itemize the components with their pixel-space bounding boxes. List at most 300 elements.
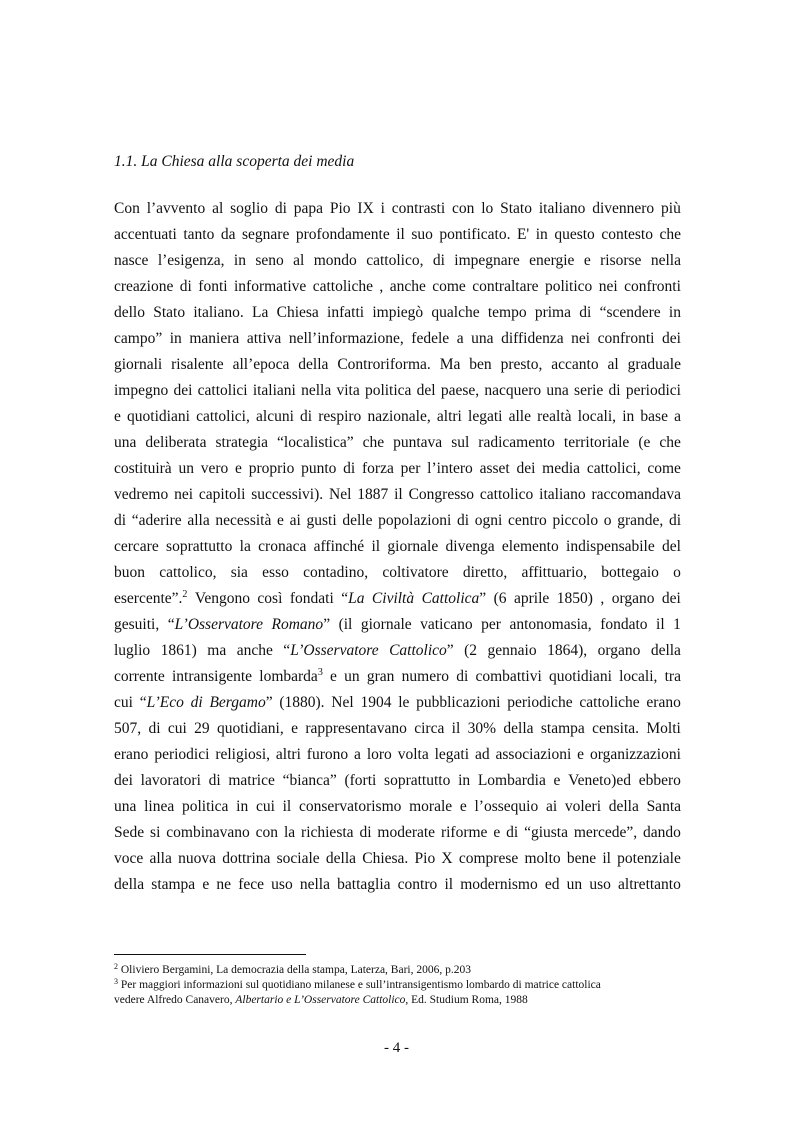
text-run: censita. xyxy=(592,720,640,737)
text-run: segnare xyxy=(242,226,290,243)
text-run: periodici xyxy=(625,382,681,399)
text-run: nella xyxy=(301,382,332,399)
word xyxy=(471,326,493,352)
word xyxy=(647,794,681,820)
word xyxy=(468,404,502,430)
word xyxy=(303,560,368,586)
text-run: 1904 xyxy=(360,694,392,711)
word xyxy=(178,846,216,872)
word xyxy=(392,196,445,222)
word xyxy=(114,326,162,352)
word xyxy=(389,638,454,664)
word xyxy=(114,222,177,248)
word xyxy=(209,768,221,794)
word xyxy=(367,664,395,690)
text-run: “bianca” xyxy=(282,772,337,789)
text-run: Per maggiori informazioni sul quotidiano milanese e sull’intransigentismo lombardo di matrice cattolica xyxy=(118,979,601,991)
word xyxy=(361,612,412,638)
word xyxy=(475,794,539,820)
italic-title: Romano xyxy=(271,616,324,633)
text-run: profondamente xyxy=(295,226,390,243)
text-run: (2 xyxy=(464,642,478,659)
text-run: qualche xyxy=(431,304,480,321)
text-run: al xyxy=(607,356,619,373)
word xyxy=(458,768,470,794)
word xyxy=(509,612,591,638)
text-run: il xyxy=(444,876,454,893)
word xyxy=(172,664,252,690)
word xyxy=(207,638,226,664)
word xyxy=(589,872,611,898)
word xyxy=(567,872,583,898)
text-run: del xyxy=(416,382,436,399)
word xyxy=(114,508,126,534)
word xyxy=(144,794,174,820)
text-run: popolazioni xyxy=(378,512,452,529)
word xyxy=(493,820,500,846)
word xyxy=(240,534,251,560)
word xyxy=(444,872,453,898)
text-run: furono xyxy=(306,746,349,763)
text-run: Chiesa. xyxy=(362,850,409,867)
word xyxy=(166,534,232,560)
word xyxy=(574,378,603,404)
word xyxy=(291,716,298,742)
text-run: il xyxy=(602,850,611,867)
text-run: territoriale xyxy=(563,434,630,451)
word xyxy=(441,820,487,846)
text-run: della xyxy=(114,876,145,893)
word xyxy=(414,716,444,742)
text-run: necessità xyxy=(215,512,272,529)
word xyxy=(484,378,541,404)
word xyxy=(149,846,171,872)
text-run: deliberata xyxy=(145,434,207,451)
text-run: 1 xyxy=(673,616,681,633)
text-run: Molti xyxy=(646,720,681,737)
word xyxy=(198,274,227,300)
word xyxy=(114,300,145,326)
word xyxy=(381,196,385,222)
word xyxy=(153,300,185,326)
text-run: un xyxy=(344,668,360,685)
text-run: soprattutto xyxy=(166,538,233,555)
section-heading: 1.1. La Chiesa alla scoperta dei media xyxy=(114,153,355,170)
word xyxy=(398,872,438,898)
word xyxy=(452,196,474,222)
word xyxy=(145,430,206,456)
word xyxy=(514,586,549,612)
text-run: una xyxy=(114,434,137,451)
text-run: risalente xyxy=(171,356,224,373)
text-run: giornale xyxy=(360,616,412,633)
text-run: come xyxy=(647,460,681,477)
text-run: per xyxy=(481,616,501,633)
text-run: che xyxy=(362,434,385,451)
text-run: di xyxy=(668,512,681,529)
text-run: ebbero xyxy=(638,772,681,789)
word xyxy=(524,820,568,846)
text-run: corrente xyxy=(114,668,165,685)
text-run: campo” xyxy=(114,330,163,347)
word xyxy=(221,222,236,248)
word xyxy=(551,352,598,378)
text-run: erano xyxy=(646,694,681,711)
text-run: di xyxy=(608,382,621,399)
word xyxy=(600,248,641,274)
word xyxy=(546,378,568,404)
word xyxy=(571,326,590,352)
word xyxy=(114,352,162,378)
word xyxy=(367,742,392,768)
word xyxy=(298,352,328,378)
text-run: impegnare xyxy=(454,252,520,269)
word xyxy=(524,846,560,872)
word xyxy=(481,612,501,638)
text-run: affittuario, xyxy=(521,564,588,581)
text-run: suo xyxy=(411,226,433,243)
word xyxy=(148,716,160,742)
text-run: Veneto)ed xyxy=(568,772,631,789)
word xyxy=(189,326,239,352)
text-run: nazionale, xyxy=(367,408,431,425)
text-run: (6 xyxy=(493,590,507,607)
word xyxy=(584,248,591,274)
word xyxy=(114,690,133,716)
text-run: della xyxy=(650,642,681,659)
word xyxy=(299,794,401,820)
text-run: realtà xyxy=(537,408,572,425)
text-run: ma xyxy=(207,642,227,659)
text-run: le xyxy=(398,694,410,711)
word xyxy=(343,456,355,482)
text-run: luglio xyxy=(114,642,151,659)
word xyxy=(168,716,187,742)
text-run: esercente”. xyxy=(114,590,183,607)
word xyxy=(394,482,403,508)
text-run: 1850) xyxy=(556,590,593,607)
word xyxy=(365,378,412,404)
word xyxy=(174,482,193,508)
word xyxy=(488,638,537,664)
text-line xyxy=(114,378,681,404)
word xyxy=(330,196,351,222)
text-run: volta xyxy=(397,746,429,763)
word xyxy=(236,794,248,820)
text-run: , xyxy=(600,590,605,607)
word xyxy=(114,846,143,872)
word xyxy=(401,456,421,482)
word xyxy=(216,872,231,898)
text-run: l’esigenza, xyxy=(157,252,225,269)
word xyxy=(379,274,383,300)
italic-title: La xyxy=(348,590,365,607)
word xyxy=(662,326,681,352)
word xyxy=(114,794,136,820)
word xyxy=(539,482,586,508)
word xyxy=(114,196,140,222)
text-run: anche xyxy=(389,278,426,295)
text-run: cronaca xyxy=(258,538,307,555)
word xyxy=(609,794,639,820)
text-run: più xyxy=(661,200,681,217)
text-run: 1861) xyxy=(160,642,197,659)
word xyxy=(565,794,601,820)
word xyxy=(277,300,319,326)
text-run: accanto xyxy=(551,356,599,373)
word xyxy=(529,248,574,274)
text-run: combinavano xyxy=(166,824,250,841)
word xyxy=(151,872,195,898)
text-run: cattolici, xyxy=(196,408,250,425)
word xyxy=(367,404,430,430)
text-run: molto xyxy=(524,850,561,867)
word xyxy=(253,378,296,404)
text-run: e xyxy=(330,668,337,685)
word xyxy=(301,820,354,846)
text-run: potenziale xyxy=(617,850,681,867)
word xyxy=(480,456,510,482)
word xyxy=(469,352,491,378)
text-run: giornali xyxy=(114,356,163,373)
text-run: Con xyxy=(114,200,140,217)
word xyxy=(180,274,192,300)
word xyxy=(366,248,423,274)
text-line xyxy=(114,222,681,248)
text-line xyxy=(114,352,681,378)
text-run: buon xyxy=(114,564,145,581)
text-run: Vengono xyxy=(194,590,250,607)
word xyxy=(647,456,681,482)
text-run: di xyxy=(579,304,592,321)
text-run: ben xyxy=(469,356,492,373)
word xyxy=(259,664,323,690)
word xyxy=(441,378,479,404)
text-run: risorse xyxy=(600,252,642,269)
word xyxy=(396,222,405,248)
text-line xyxy=(114,274,681,300)
word xyxy=(114,560,145,586)
word xyxy=(198,378,248,404)
word xyxy=(475,742,490,768)
text-run: in xyxy=(169,330,182,347)
text-run: E' xyxy=(516,226,530,243)
word xyxy=(307,742,348,768)
word xyxy=(199,482,246,508)
word xyxy=(579,690,639,716)
text-run: tanto xyxy=(183,226,215,243)
text-run: informative xyxy=(233,278,307,295)
word xyxy=(590,742,681,768)
text-run: confronti xyxy=(624,278,681,295)
text-run: accentuati xyxy=(114,226,177,243)
text-run: costituirà xyxy=(114,460,172,477)
text-run: conservatorismo xyxy=(298,798,402,815)
word xyxy=(592,716,639,742)
word xyxy=(409,482,474,508)
word xyxy=(457,326,464,352)
word xyxy=(313,274,373,300)
text-line xyxy=(114,612,681,638)
text-run: l’ossequio xyxy=(474,798,539,815)
text-run: in xyxy=(236,798,249,815)
word xyxy=(646,716,680,742)
word xyxy=(127,404,190,430)
word xyxy=(517,222,529,248)
word xyxy=(537,404,571,430)
text-run: o xyxy=(603,512,612,529)
text-run: a xyxy=(674,408,681,425)
text-run: una xyxy=(546,382,569,399)
word xyxy=(639,768,681,794)
word xyxy=(568,768,631,794)
text-run: Chiesa xyxy=(276,304,319,321)
word xyxy=(230,196,268,222)
text-run: anche xyxy=(236,642,273,659)
word xyxy=(592,482,682,508)
text-run: ” xyxy=(323,616,331,633)
text-run: mondo xyxy=(313,252,357,269)
word xyxy=(567,846,596,872)
word xyxy=(628,352,681,378)
word xyxy=(612,586,655,612)
text-run: bottegaio xyxy=(601,564,659,581)
text-run: impegno xyxy=(114,382,169,399)
text-run: legati xyxy=(468,408,503,425)
text-run: organo xyxy=(597,642,641,659)
word xyxy=(168,612,263,638)
text-run: sociale xyxy=(276,850,320,867)
text-line xyxy=(114,690,681,716)
text-run: di xyxy=(208,772,221,789)
word xyxy=(201,456,229,482)
word xyxy=(191,690,203,716)
text-line xyxy=(114,716,681,742)
text-run: divennero xyxy=(592,200,655,217)
text-run: e xyxy=(577,746,585,763)
text-run: la xyxy=(283,824,296,841)
text-run: il xyxy=(371,538,381,555)
text-run: seno xyxy=(255,252,284,269)
text-run: stampa xyxy=(151,876,196,893)
italic-title: Civiltà xyxy=(371,590,415,607)
text-run: rappresentavano xyxy=(305,720,407,737)
word xyxy=(279,690,324,716)
text-run: ” xyxy=(479,590,487,607)
page-number: - 4 - xyxy=(384,1040,409,1056)
word xyxy=(256,404,294,430)
text-run: un xyxy=(178,460,194,477)
word xyxy=(600,586,604,612)
word xyxy=(195,586,250,612)
word xyxy=(624,274,681,300)
text-run: cattolico xyxy=(479,486,534,503)
text-line xyxy=(114,820,681,846)
text-run: nei xyxy=(571,330,591,347)
word xyxy=(454,248,519,274)
word xyxy=(141,768,201,794)
text-run: diffidenza xyxy=(501,330,564,347)
text-run: Pio xyxy=(414,850,436,867)
text-run: a xyxy=(456,330,464,347)
word xyxy=(618,872,681,898)
word xyxy=(283,768,337,794)
text-run: esso xyxy=(262,564,289,581)
word xyxy=(132,508,182,534)
word xyxy=(231,560,248,586)
text-run: si xyxy=(150,824,161,841)
word xyxy=(238,872,264,898)
text-run: linea xyxy=(144,798,175,815)
word xyxy=(114,716,141,742)
word xyxy=(545,274,592,300)
text-run: grande, xyxy=(617,512,664,529)
word xyxy=(604,508,612,534)
text-run: e xyxy=(459,798,467,815)
word xyxy=(457,508,469,534)
text-run: voleri xyxy=(564,798,601,815)
word xyxy=(166,820,250,846)
text-run: contraltare xyxy=(472,278,539,295)
text-run: cattolico, xyxy=(159,564,217,581)
text-line xyxy=(114,430,681,456)
text-line xyxy=(114,482,681,508)
word xyxy=(622,404,634,430)
text-run: bene xyxy=(566,850,597,867)
word xyxy=(494,586,507,612)
word xyxy=(599,274,618,300)
text-run: 507, xyxy=(114,720,142,737)
word xyxy=(371,534,380,560)
word xyxy=(441,846,452,872)
text-run: Lombardia xyxy=(477,772,546,789)
word xyxy=(196,404,250,430)
text-line xyxy=(114,586,681,612)
word xyxy=(557,586,593,612)
text-run: quotidiani xyxy=(549,668,612,685)
word xyxy=(183,222,214,248)
word xyxy=(182,794,229,820)
word xyxy=(578,404,616,430)
text-run: di xyxy=(506,824,519,841)
text-run: erano xyxy=(114,746,149,763)
text-run: un xyxy=(566,876,583,893)
word xyxy=(552,508,598,534)
text-run: Stato xyxy=(153,304,186,321)
italic-title: L’Osservatore xyxy=(290,642,379,659)
text-line xyxy=(114,560,681,586)
text-run: (forti xyxy=(344,772,377,789)
text-run: o xyxy=(673,564,681,581)
text-run: al xyxy=(293,252,305,269)
word xyxy=(294,196,323,222)
text-run: nei xyxy=(174,486,194,503)
text-run: modernismo xyxy=(460,876,538,893)
word xyxy=(237,638,273,664)
word xyxy=(674,404,681,430)
text-run: il xyxy=(394,486,403,503)
footnote-ref: 2 xyxy=(114,962,118,971)
word xyxy=(409,794,452,820)
text-run: della xyxy=(503,720,534,737)
text-run: della xyxy=(298,356,329,373)
word xyxy=(114,820,144,846)
word xyxy=(257,586,282,612)
word xyxy=(222,846,270,872)
text-run: il xyxy=(451,720,461,737)
text-run: cattolico, xyxy=(366,252,424,269)
text-run: organizzazioni xyxy=(589,746,681,763)
